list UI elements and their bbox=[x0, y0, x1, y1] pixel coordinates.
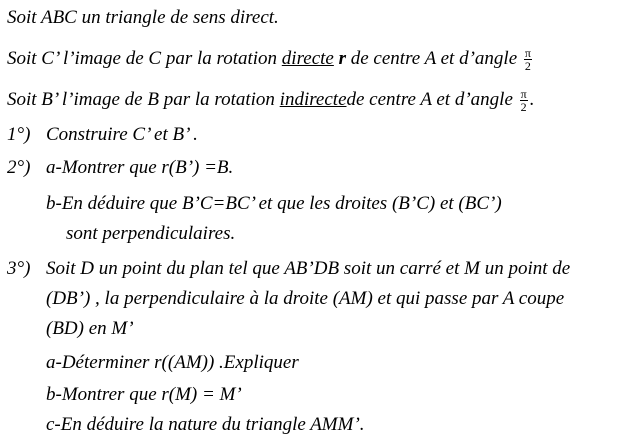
question-3-number: 3°) bbox=[7, 258, 31, 279]
bold-symbol: r bbox=[333, 47, 346, 69]
fraction-denominator: 2 bbox=[520, 100, 527, 114]
question-3-text-line2: (DB’) , la perpendiculaire à la droite (AM) et qui passe par A coupe bbox=[46, 288, 565, 309]
angle-fraction bbox=[520, 88, 528, 113]
question-2b-continued: sont perpendiculaires. bbox=[66, 223, 236, 244]
question-2b-text: b-En déduire que B’C=BC’ et que les droites (B’C) et (BC’) bbox=[46, 193, 502, 214]
text: de centre A et d’angle bbox=[346, 88, 518, 110]
question-3-text: Soit D un point du plan tel que AB’DB soit un carré et M un point de bbox=[46, 258, 571, 279]
question-1-text: Construire C’ et B’ . bbox=[46, 124, 198, 145]
question-2-number: 2°) bbox=[7, 157, 31, 178]
fraction-denominator: 2 bbox=[524, 59, 531, 73]
intro-line: Soit ABC un triangle de sens direct. bbox=[7, 7, 279, 28]
angle-fraction bbox=[524, 47, 532, 72]
underlined-word: directe bbox=[281, 47, 334, 69]
question-3b-text: b-Montrer que r(M) = M’ bbox=[46, 384, 242, 405]
text: Soit C’ l’image de C par la rotation bbox=[7, 47, 282, 69]
fraction-numerator: π bbox=[524, 46, 531, 60]
underlined-word: indirecte bbox=[279, 88, 347, 110]
text: . bbox=[529, 88, 535, 110]
question-3c-text: c-En déduire la nature du triangle AMM’. bbox=[46, 414, 365, 435]
fraction-numerator: π bbox=[520, 87, 527, 101]
question-1-number: 1°) bbox=[7, 124, 31, 145]
question-3a-text: a-Déterminer r((AM)) .Expliquer bbox=[46, 352, 299, 373]
question-3-text-line3: (BD) en M’ bbox=[46, 318, 134, 339]
rotation-direct-line bbox=[7, 47, 534, 72]
text: Soit B’ l’image de B par la rotation bbox=[7, 88, 280, 110]
text: de centre A et d’angle bbox=[346, 47, 522, 69]
rotation-indirect-line bbox=[7, 88, 534, 113]
question-2a-text: a-Montrer que r(B’) =B. bbox=[46, 157, 234, 178]
